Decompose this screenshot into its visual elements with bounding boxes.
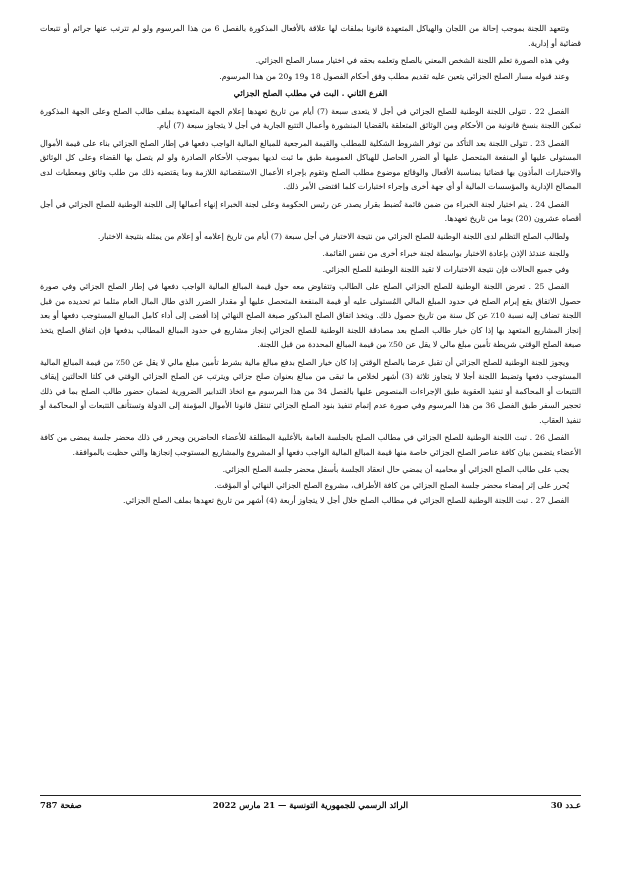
paragraph: وللجنة عندئذ الإذن بإعادة الاختبار بواسطة لجنة خبراء أخرى من نفس القائمة. (322, 249, 569, 258)
paragraph: ويجوز للجنة الوطنية للصلح الجزائي أن تقبل عرضا بالصلح الوقتي إذا كان خيار الصلح بدفع مبالغ مالية بشرط تأمين مبلغ مالي لا يقل عن 50٪ من قيمة المبالغ المالية المستوجب دفعها وتضبط اللجنة أجلا لا يتجاوز ثلاثة (3) أشهر لخلاص ما تبقى من مبالغ بعنوان صلح جزائي ويترتب عن الصلح الجزائي الوقتي في كلتا الحالتين إيقاف التتبعات أو المحاكمة أو تنفيذ العقوبة طبق الإجراءات المنصوص عليها بالفصل 34 من هذا المرسوم مع اتخاذ التدابير الضرورية لضمان حضور طالب الصلح بما في ذلك تحجير السفر طبق الفصل 36 من هذا المرسوم وفي صورة عدم إتمام تنفيذ بنود الصلح الجزائي تنتقل قانونا الأموال المؤمنة إلى الدولة وتستأنف التتبعات أو المحاكمة أو تنفيذ العقاب. (40, 357, 582, 425)
journal-title: الرائد الرسمي للجمهورية التونسية — 21 مارس 2022 (212, 800, 409, 810)
issue-number: عـدد 30 (550, 800, 581, 810)
page-footer (40, 795, 581, 818)
paragraph: وفي هذه الصورة تعلم اللجنة الشخص المعني بالصلح وتعلمه بحقه في اختيار مسار الصلح الجزائي. (255, 56, 569, 65)
article-24: الفصل 24 . يتم اختيار لجنة الخبراء من ضمن قائمة تُضبط بقرار يصدر عن رئيس الحكومة وعلى لجنة الخبراء إنهاء أعمالها إلى اللجنة الوطنية للصلح الجزائي في أجل أقصاه عشرون (20) يوما من تاريخ تعهدها. (40, 199, 581, 223)
page-number: صفحة 787 (40, 800, 82, 810)
paragraph: وتتعهد اللجنة بموجب إحالة من اللجان والهياكل المتعهدة قانونا بملفات لها علاقة بالأفعال المذكورة بالفصل 6 من هذا المرسوم ولو لم تترتب عنها جرائم أو تتبعات قضائية أو إدارية. (40, 24, 581, 48)
article-22: الفصل 22 . تتولى اللجنة الوطنية للصلح الجزائي في أجل لا يتعدى سبعة (7) أيام من تاريخ تعهدها إعلام الجهة المتعهدة بملف طالب الصلح وعلى الجهة المذكورة تمكين اللجنة بنسخ قانونية من الأحكام ومن الوثائق المتعلقة بالقضايا المنشورة وأعمال التتبع الجارية في أجل لا يتجاوز سبعة (7) أيام. (40, 106, 581, 130)
section-heading: الفرع الثاني . البت في مطلب الصلح الجزائي (233, 88, 388, 98)
article-26: الفصل 26 . تبت اللجنة الوطنية للصلح الجزائي في مطالب الصلح بالجلسة العامة بالأغلبية المطلقة للأعضاء الحاضرين ويحرر في ذلك محضر جلسة يمضى من كافة الأعضاء يتضمن بيان كافة عناصر الصلح الجزائي خاصة منها قيمة المبالغ المالية الواجب دفعها أو المشروع والمشاريع المستوجب إنجازها والتي حظيت بالموافقة. (40, 433, 581, 457)
article-23: الفصل 23 . تتولى اللجنة بعد التأكد من توفر الشروط الشكلية للمطلب والقيمة المرجعية للمبالغ المالية الواجب دفعها في إطار الصلح الجزائي بناء على قيمة الأموال المستولى عليها أو المنفعة المتحصل عليها أو الضرر الحاصل للهياكل العمومية طبق ما ثبت لديها بموجب الأحكام الصادرة ولو لم يتصل بها القضاء وعلى كل الوثائق والاختبارات المأذون بها قضائيا بمناسبة الأفعال والوقائع موضوع مطلب الصلح وتقوم بإجراء الأعمال الاستقصائية اللازمة وما يقتضيه ذلك من طلب وثائق ومعطيات لدى المصالح الإدارية والمؤسسات المالية أو أي جهة أخرى وإجراء اختبارات كلما اقتضى الأمر ذلك. (40, 138, 581, 191)
paragraph: يُحرر على إثر إمضاء محضر جلسة الصلح الجزائي من كافة الأطراف، مشروع الصلح الجزائي النهائي أو المؤقت. (214, 480, 569, 490)
paragraph: ولطالب الصلح التظلم لدى اللجنة الوطنية للصلح الجزائي من نتيجة الاختبار في أجل سبعة (7) أيام من تاريخ إعلامه أو إعلام من يمثله بنتيجة الاختبار. (97, 231, 569, 241)
paragraph: وعند قبوله مسار الصلح الجزائي يتعين عليه تقديم مطلب وفق أحكام الفصول 18 و19 و20 من هذا المرسوم. (219, 71, 569, 81)
article-25: الفصل 25 . تعرض اللجنة الوطنية للصلح الجزائي الصلح على الطالب وتتفاوض معه حول قيمة المبالغ المالية الواجب دفعها في إطار الصلح الجزائي وفي صورة حصول الاتفاق يقع إبرام الصلح في حدود المبلغ المالي المُستولى عليه أو قيمة المنفعة المتحصل عليها أو مقدار الضرر الذي طال المال العام مثلما تم تحديده من قبل اللجنة تضاف إليه نسبة 10٪ عن كل سنة من تاريخ حصول ذلك. ويتخذ اتفاق الصلح المذكور صبغة الصلح النهائي إذا أفضى إلى أداء كامل المبالغ المستوجب دفعها أو بعد إنجاز المشاريع المتعهد بها إذا كان خيار طالب الصلح بعد مصادقة اللجنة الوطنية للصلح الجزائي إنجاز مشاريع في حدود المبالغ المطالب بدفعها فإن اتفاق الصلح يتخذ صبغة الصلح الوقتي شريطة تأمين مبلغ مالي لا يقل عن 50٪ من قيمة المبالغ المحددة من قبل اللجنة. (40, 282, 581, 349)
paragraph: وفي جميع الحالات فإن نتيجة الاختبارات لا تقيد اللجنة الوطنية للصلح الجزائي. (322, 264, 569, 274)
paragraph: يجب على طالب الصلح الجزائي أو محاميه أن يمضي حال انعقاد الجلسة بأسفل محضر جلسة الصلح الجزائي. (222, 465, 569, 474)
article-27: الفصل 27 . تبت اللجنة الوطنية للصلح الجزائي في مطالب الصلح خلال أجل لا يتجاوز أربعة (4) أشهر من تاريخ تعهدها بملف الصلح الجزائي. (122, 496, 569, 505)
